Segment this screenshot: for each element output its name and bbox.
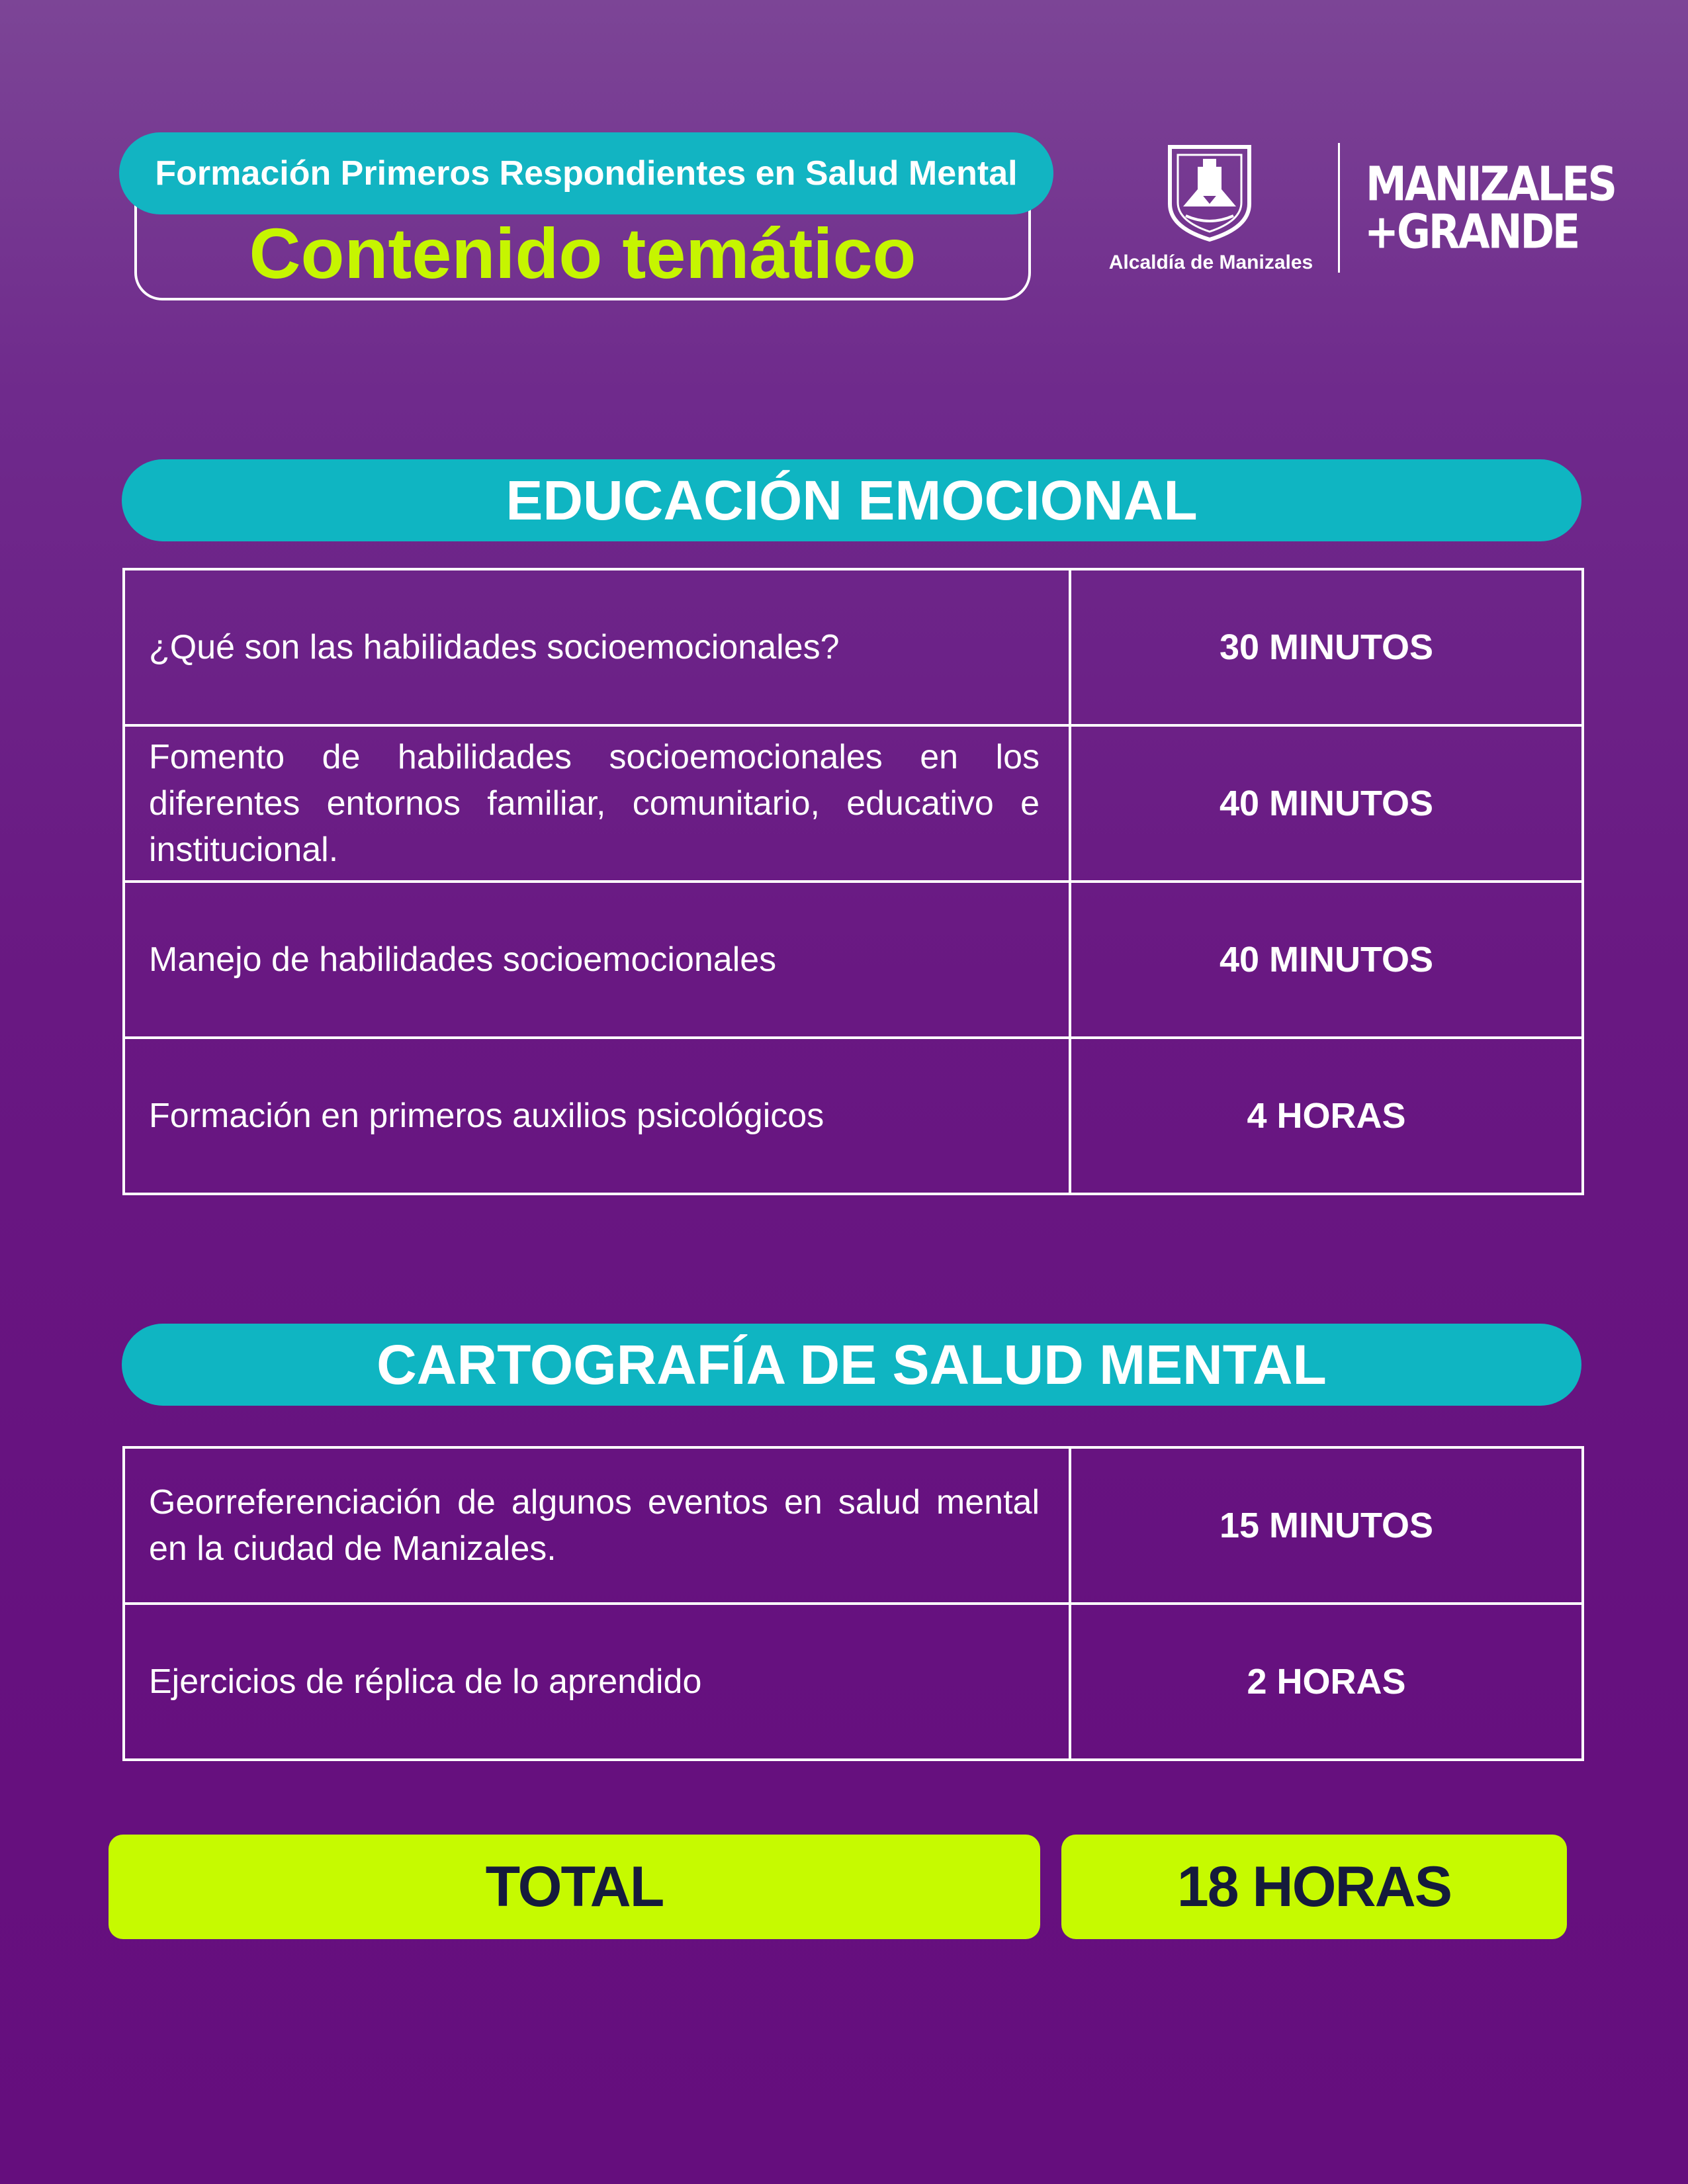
duration-cell: 4 HORAS bbox=[1070, 1038, 1583, 1194]
table-row bbox=[124, 1447, 1583, 1604]
coat-of-arms-icon bbox=[1163, 143, 1256, 242]
topic-cell: ¿Qué son las habilidades socioemocionales? bbox=[124, 569, 1070, 725]
manizales-grande-logo bbox=[1362, 156, 1616, 263]
table-row bbox=[124, 569, 1583, 725]
header-subtitle: Formación Primeros Respondientes en Salud Mental bbox=[119, 132, 1053, 214]
duration-cell: 40 MINUTOS bbox=[1070, 725, 1583, 882]
topic-cell: Manejo de habilidades socioemocionales bbox=[124, 882, 1070, 1038]
brand-line-1: MANIZALES bbox=[1366, 156, 1616, 212]
total-label: TOTAL bbox=[109, 1835, 1040, 1939]
duration-cell: 2 HORAS bbox=[1070, 1604, 1583, 1760]
total-value: 18 HORAS bbox=[1061, 1835, 1567, 1939]
page-title: Contenido temático bbox=[249, 213, 916, 293]
duration-cell: 15 MINUTOS bbox=[1070, 1447, 1583, 1604]
brand-line-2: +GRANDE bbox=[1364, 203, 1579, 259]
topic-cell: Ejercicios de réplica de lo aprendido bbox=[124, 1604, 1070, 1760]
section-title-educacion: EDUCACIÓN EMOCIONAL bbox=[122, 459, 1581, 541]
duration-cell: 40 MINUTOS bbox=[1070, 882, 1583, 1038]
table-row bbox=[124, 1038, 1583, 1194]
topic-cell: Fomento de habilidades socioemocionales en los diferentes entornos familiar, comunitario, educativo e institucional. bbox=[124, 725, 1070, 882]
topics-table-educacion bbox=[122, 568, 1584, 1195]
table-row bbox=[124, 882, 1583, 1038]
section-title-cartografia: CARTOGRAFÍA DE SALUD MENTAL bbox=[122, 1324, 1581, 1406]
topic-cell: Formación en primeros auxilios psicológicos bbox=[124, 1038, 1070, 1194]
duration-cell: 30 MINUTOS bbox=[1070, 569, 1583, 725]
topics-table-cartografia bbox=[122, 1446, 1584, 1761]
table-row bbox=[124, 1604, 1583, 1760]
alcaldia-label: Alcaldía de Manizales bbox=[1108, 251, 1313, 273]
alcaldia-logo bbox=[1085, 140, 1337, 279]
logo-divider bbox=[1338, 143, 1340, 273]
table-row bbox=[124, 725, 1583, 882]
topic-cell: Georreferenciación de algunos eventos en salud mental en la ciudad de Manizales. bbox=[124, 1447, 1070, 1604]
